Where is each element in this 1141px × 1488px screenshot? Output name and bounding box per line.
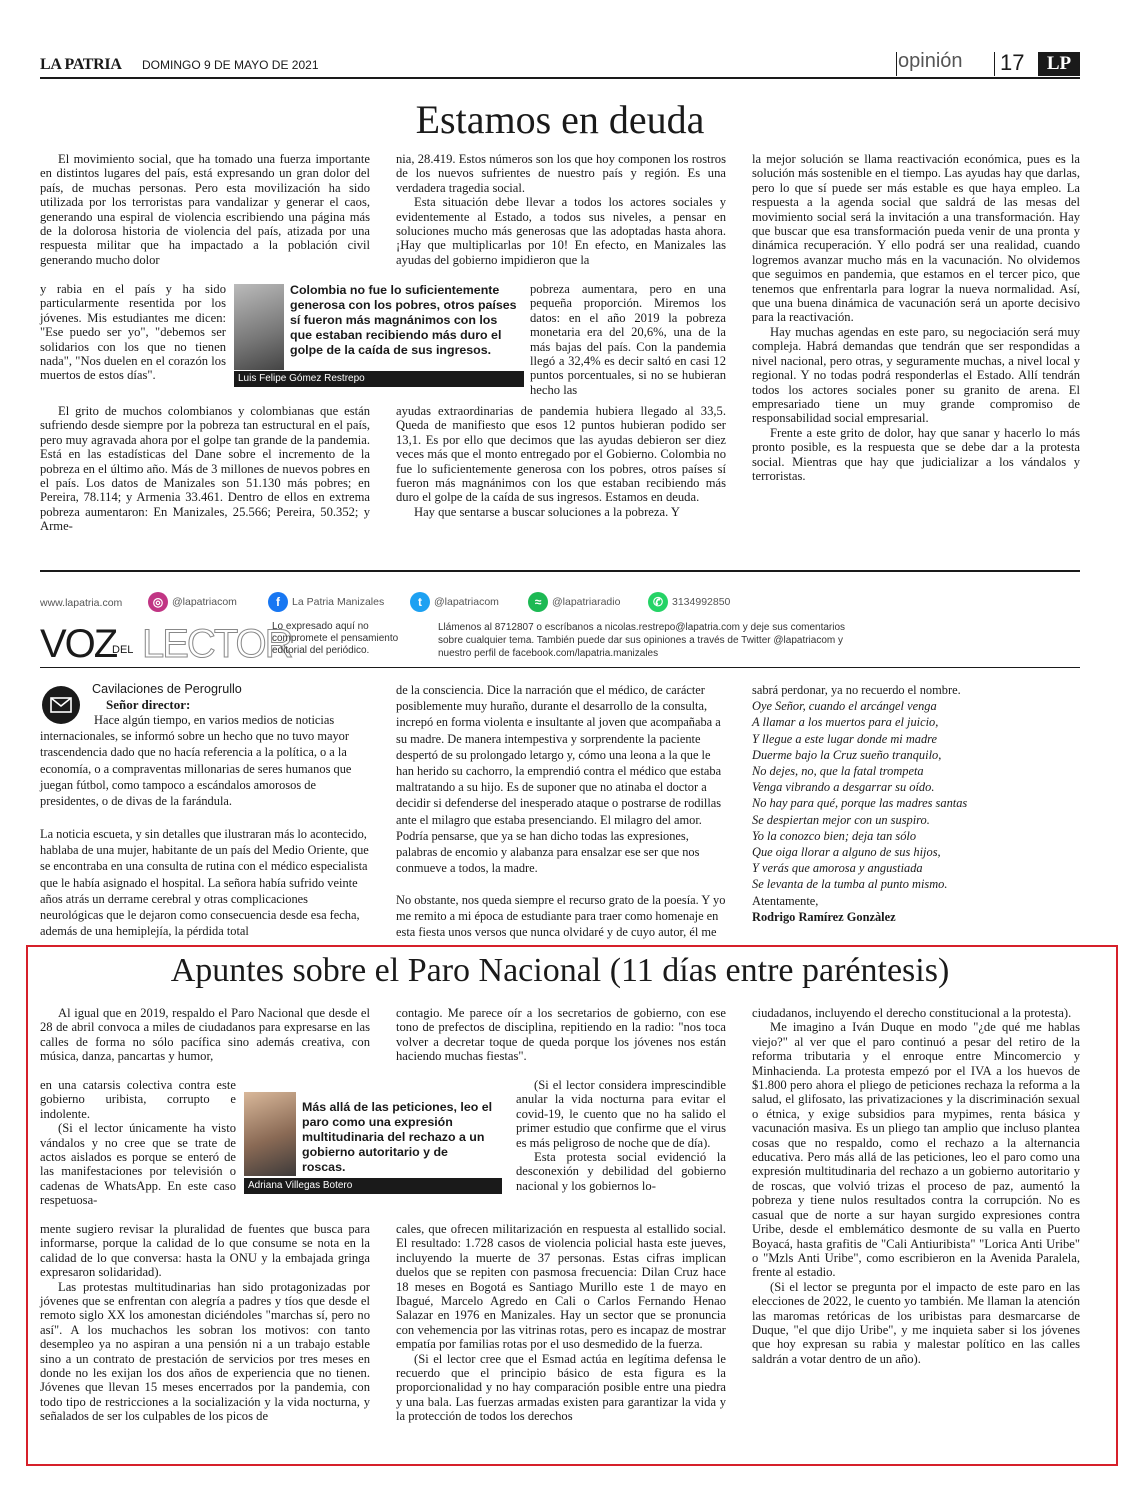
paragraph: (Si el lector se pregunta por el impacto de este paro en las elecciones de 2022, le cuento yo también. Me llaman la atención las maromas retóricas de los uribistas para desmarcarse de Duque, "el que dijo Uribe", y me inquieta saber si los jóvenes que hoy expresan su rabia y malestar político en las calles saldrán a votar dentro de un año). [752,1279,1080,1366]
author-caption: Luis Felipe Gómez Restrepo [234,371,524,387]
paragraph: pobreza aumentara, pero en una pequeña proporción. Miremos los datos: en el año 2019 la pobreza monetaria era del 20,6%, una de la más bajas del país. Con la pandemia llegó a 32,4% es decir saltó en casi 12 puntos porcentuales, si no se hubieran hecho las [530,282,726,397]
twitter-handle[interactable]: t @lapatriacom [410,592,499,612]
paragraph: Hay muchas agendas en este paro, su negociación será muy compleja. Habrá demandas que tendrán que ser respondidas a nivel nacional, pero otras, y seguramente muchas, a nivel local y regional. Y no todas podrá responderlas el Estado. Allí tendrán todos los actores sociales poner su granito de arena. El empresariado tiene un muy grande compromiso de responsabilidad social empresarial. [752,324,1080,426]
article-column-3 [752,1006,1080,1366]
letter-signature: Rodrigo Ramírez Gonzàlez [752,909,896,924]
voz-label: VOZ [40,622,117,666]
article-column-1-cont [40,1222,370,1424]
letter-salutation: Señor director: [106,697,191,712]
article-column-1-wrap [40,282,226,383]
whatsapp-number[interactable]: ✆ 3134992850 [648,592,730,612]
poem-line: Duerme bajo la Cruz sueño tranquilo, [752,747,942,762]
pull-quote: Más allá de las peticiones, leo el paro como una expresión multitudinaria del rechazo a un gobierno autoritario y de roscas. [302,1100,493,1174]
paragraph: El movimiento social, que ha tomado una fuerza importante en distintos lugares del país, está expresando un gran dolor del país, de muchas personas. Pero esta movilización ha sido utilizada por los terroristas para vandalizar y generar el caos, generando una espiral de violencia escribiendo una página más de la dolorosa historia de violencia del país, atizada por una respuesta militar que ha impactado a la población civil generando mucho dolor [40,152,370,267]
paragraph: Esta protesta social evidenció la desconexión y debilidad del gobierno nacional y los gobiernos lo- [516,1150,726,1193]
section-rule [40,667,1080,668]
letter-closing: Atentamente, [752,893,819,908]
divider [994,52,995,76]
website-link[interactable]: www.lapatria.com [40,597,123,609]
paragraph: mente sugiero revisar la pluralidad de fuentes que busca para informarse, porque la calidad de lo que consume se nota en la calidad de lo que conversa: hasta la ONU y la embajada gringa expresaron solidaridad). [40,1222,370,1280]
paragraph: nia, 28.419. Estos números son los que hoy componen los rostros de los nuevos sufrientes de nuestro país y región. Es una verdadera tragedia social. [396,152,726,195]
whatsapp-icon: ✆ [648,592,668,612]
poem-line: No dejes, no, que la fatal trompeta [752,764,924,779]
poem-line: Yo la conozco bien; deja tan sólo [752,828,917,843]
paragraph: ayudas extraordinarias de pandemia hubiera llegado al 33,5. Queda de manifiesto que esos 12 puntos hubieran podido ser 13,1. Es por ello que decimos que las ayudas debieron ser diez veces más que el monto entregado por el Gobierno. Colombia no fue lo suficientemente generosa con los pobres, otros países sí fueron más magnánimos con los que estaban recibiendo más duro el golpe de la caída de sus ingresos. Estamos en deuda. [396,404,726,505]
poem-line: Que oiga llorar a alguno de sus hijos, [752,845,941,860]
letter-column-2: de la consciencia. Dice la narración que el médico, de carácter posiblemente muy huraño, durante el desarrollo de la consulta, increpó en forma violenta e insultante al joven que acompañaba a su madre. De manera intempestiva y sorprendente la paciente despertó de su prolongado letargo y, cómo una leona a la que le han herido su cachorro, la emprendió contra el médico que estaba maltratando a su hijo. Es de suponer que no atinaba el doctor a decidir si defenderse del inesperado ataque o postrarse de rodillas ante el milagro que estaba presenciando. El milagro del amor. Podría pensarse, que ya se han dicho todas las expresiones, palabras de encomio y alabanza para ensalzar ese ser que nos conmueve a todos, la madre. [396,683,722,876]
letter-column-3 [752,682,1080,925]
instagram-icon: ◎ [148,592,168,612]
paragraph: Esta situación debe llevar a todos los actores sociales y evidentemente al Estado, a todos sus niveles, a pensar en soluciones mucho más generosas que las adoptadas hasta ahora. ¡Hay que multiplicarlas por 10! En efecto, en Manizales las ayudas del gobierno impidieron que la [396,195,726,267]
poem-line: Oye Señor, cuando el arcángel venga [752,699,937,714]
poem [752,698,1080,892]
section-rule [40,570,1080,572]
spotify-icon: ≈ [528,592,548,612]
paragraph: cales, que ofrecen militarización en respuesta al estallido social. El resultado: 1.728 casos de violencia policial hasta este jueves, incluyendo la muerte de 37 personas. Estas cifras implican duelos que se repiten con pasmosa frecuencia: Dilan Cruz hace 18 meses en Bogotá es Santiago Murillo este 1 de mayo en Ibagué, Marcelo Agredo en Cali o Carlos Fernando Henao Salazar en 1976 en Manizales. Hay un sector que se pronuncia con vehemencia por las vitrinas rotas, pero es incapaz de mostrar empatía por familias rotas por el uso desmedido de la fuerza. [396,1222,726,1352]
paragraph: (Si el lector únicamente ha visto vándalos y no cree que se trate de actos aislados es porque se enteró de las manifestaciones por televisión o cadenas de WhatsApp. En este caso respetuosa- [40,1121,236,1208]
poem-line: Y llegue a este lugar donde mi madre [752,731,938,746]
article-column-1 [40,152,370,267]
poem-line: Se despiertan mejor con un suspiro. [752,812,930,827]
author-caption: Adriana Villegas Botero [244,1178,502,1194]
section-label: opinión [898,50,963,72]
article-column-1 [40,1006,370,1064]
instagram-handle[interactable]: ◎ @lapatriacom [148,592,237,612]
paragraph: (Si el lector considera imprescindible anular la vida nocturna para evitar el covid-19, le cuento que no ha salido el primer estudio que confirme que el virus es más peligroso de noche que de día). [516,1078,726,1150]
facebook-icon: f [268,592,288,612]
paragraph: Hay que sentarse a buscar soluciones a la pobreza. Y [414,504,680,519]
paragraph: en una catarsis colectiva contra este gobierno uribista, corrupto e indolente. [40,1078,236,1121]
paragraph: la mejor solución se llama reactivación económica, pues es la solución más sostenible en el tiempo. Las ayudas hay que darlas, pero lo que sí puede ser más estable es que haya empleo. La respuesta a la agenda social que saldrá de las mesas del movimiento social será la invitación a una transformación. Hay que buscar que esa transformación pueda venir de una pronta y dinámica recuperación. Y ello podrá ser una realidad, cuando logremos avanzar mucho más en la vacunación. No olvidemos que seguimos en pandemia, que estamos en el tercer pico, que tenemos que enfrentarla para lograr la nueva normalidad. Así, que una buena dinámica de vacunación será un aporte decisivo para la reactivación. [752,152,1080,325]
letter-text: sabrá perdonar, ya no recuerdo el nombre. [752,683,961,697]
poem-line: No hay para qué, porque las madres santas [752,796,968,811]
article-column-2-cont [396,404,726,519]
author-photo [234,284,284,370]
paragraph: y rabia en el país y ha sido particularmente resentida por los jóvenes. Mis estudiantes me dicen: "Ese puedo ser yo", "debemos ser solidarios con los que no tienen nada", "Nos duelen en el corazón los muertos de estos días". [40,282,226,383]
article-title: Estamos en deuda [415,97,705,142]
article-title: Apuntes sobre el Paro Nacional (11 días entre paréntesis) [170,952,950,989]
article-column-2-wrap [530,282,726,397]
letter-column-1-cont: La noticia escueta, y sin detalles que ilustraran más lo acontecido, hablaba de una mujer, habitante de un país del Medio Oriente, que se encontraba en una consulta de rutina con el médico especialista que le había asignado el hospital. La señora había sufrido veinte años atrás un derrame cerebral y otras complicaciones neurológicas que le dejaron como consecuencia desde esa fecha, además de una hemiplejía, la pérdida total [40,827,369,939]
divider [896,52,897,76]
pull-quote: Colombia no fue lo suficientemente generosa con los pobres, otros países sí fueron más magnánimos con los que estaban recibiendo más duro el golpe de la caída de sus ingresos. [290,283,517,357]
page-number: 17 [1000,50,1025,75]
article-column-2-cont [396,1222,726,1424]
letter-column-2-cont: No obstante, nos queda siempre el recurso grato de la poesía. Y yo me remito a mi época de estudiante para traer como homenaje en esta fiesta unos versos que nunca olvidaré y de cuyo autor, él me [396,893,726,940]
facebook-page[interactable]: f La Patria Manizales [268,592,384,612]
paragraph: (Si el lector cree que el Esmad actúa en legítima defensa le recuerdo que el principio básico de esta figura es la proporcionalidad y no hay comparación posible entre una piedra y una bala. Las fuerzas armadas existen para garantizar la vida y la protección de todos los derechos [396,1351,726,1424]
paragraph: Al igual que en 2019, respaldo el Paro Nacional que desde el 28 de abril convoca a miles de ciudadanos para expresarse en las calles de forma no sólo pacífica sino además creativa, con música, danza, pancartas y humor, [40,1006,370,1064]
paragraph: Me imagino a Iván Duque en modo "¿de qué me hablas viejo?" al ver que el paro continuó a pesar del retiro de la reforma tributaria y el enroque entre Mincomercio y Minhacienda. La protesta empezó por el IVA a los huevos de $1.800 pero ahora el pliego de peticiones rechaza la reforma a la salud, el glifosato, las privatizaciones y la discriminación sexual o étnica, y exige subsidios para mypimes, renta básica y vacunación masiva. Es un pliego tan amplio que incluso plantea cosas que no respaldo, como el rechazo a la alternancia educativa. Pero más allá de las peticiones, leo el paro como una expresión multitudinaria del rechazo a un gobierno autoritario y de roscas, que volvió trizas el proceso de paz, aumentó la pobreza y tiene nulos resultados contra la corrupción. No es casual que de norte a sur hayan surgido expresiones contra Uribe, desde el emblemático desmonte de su valla en Puerto Boyacá, hasta grafitis de "Cali Antiuribista" "Lorica Anti Uribe" o "Mzls Anti Uribe", como escribieron en la Avenida Paralela, frente al estadio. [752,1020,1080,1280]
article-column-2 [396,1006,726,1064]
disclaimer: Lo expresado aquí no compromete el pensamiento editorial del periódico. [272,621,399,656]
paragraph: ciudadanos, incluyendo el derecho constitucional a la protesta). [752,1006,1072,1020]
paragraph: Frente a este grito de dolor, hay que sanar y hacerlo lo más pronto posible, es la respuesta que se debe dar a la protesta social. Mientras que hay que judicializar a los vándalos y terroristas. [752,425,1080,483]
issue-date: DOMINGO 9 DE MAYO DE 2021 [142,58,319,72]
spotify-handle[interactable]: ≈ @lapatriaradio [528,592,620,612]
twitter-icon: t [410,592,430,612]
article-column-3 [752,152,1080,483]
author-photo [244,1092,296,1176]
contact-info: Llámenos al 8712807 o escríbanos a nicolas.restrepo@lapatria.com y deje sus comentarios sobre cualquier tema. También puede dar sus opiniones a través de Twitter @lapatriacom y nuestro perfil de facebook.com/lapatria.manizales [438,622,846,659]
letter-column-1: Hace algún tiempo, en varios medios de noticias internacionales, se informó sobre un hecho que no tuvo mayor trascendencia dado que no hacía referencia a la política, o a la economía, o a compraventas millonarias de seres humanos que juegan fútbol, como tampoco a escándalos amorosos de presidentes, o de divas de la farándula. [40,713,352,809]
poem-line: Se levanta de la tumba al punto mismo. [752,877,948,892]
article-column-2-wrap [516,1078,726,1193]
lp-logo: LP [1038,52,1080,76]
poem-line: A llamar a los muertos para el juicio, [752,715,939,730]
paragraph: El grito de muchos colombianos y colombianas que están sufriendo desde siempre por la pobreza tan estructural en el país, pero muy agravada ahora por el golpe tan grande de la pandemia. Está en las estadísticas del Dane sobre el incremento de la pobreza en el último año. Más de 3 millones de nuevos pobres en el país. Los datos de Manizales son 51.130 más pobres; en Pereira, 78.114; y Armenia 33.461. Dentro de ellos en extrema pobreza aumentaron: En Manizales, 25.566; Pereira, 50.352; y Arme- [40,404,370,534]
article-column-1-wrap [40,1078,236,1208]
article-column-1-cont [40,404,370,534]
poem-line: Y verás que amorosa y angustiada [752,861,923,876]
paragraph: Las protestas multitudinarias han sido protagonizadas por jóvenes que se enfrentan con alegría a padres y tíos que desde el remoto siglo XX los amonestan diciéndoles "marchas sí, pero no así". A los muchachos les sobran los motivos: con tanto desempleo ya no aspiran a una pensión ni a un trabajo estable sino a un contrato de prestación de servicios por tres meses en donde no les exijan los dos años de experiencia que no tienen. Jóvenes que llevan 15 meses encerrados por la pandemia, con todo tipo de restricciones a la socialización y la vida nocturna, y señalados de ser los culpables de los picos de [40,1279,370,1424]
del-label: DEL [112,644,134,656]
lector-label: LECTOR [142,622,292,666]
newspaper-logo: LA PATRIA [40,56,122,73]
paragraph: contagio. Me parece oír a los secretarios de gobierno, con ese tono de prefectos de disciplina, repitiendo en la radio: "nos toca volver a decretar toque de queda porque los jóvenes nos están haciendo muchas fiestas". [396,1006,726,1064]
article-column-2 [396,152,726,267]
masthead-rule [40,77,1080,79]
letter-heading: Cavilaciones de Perogrullo [92,682,242,696]
poem-line: Venga vibrando a desgarrar su oído. [752,780,935,795]
